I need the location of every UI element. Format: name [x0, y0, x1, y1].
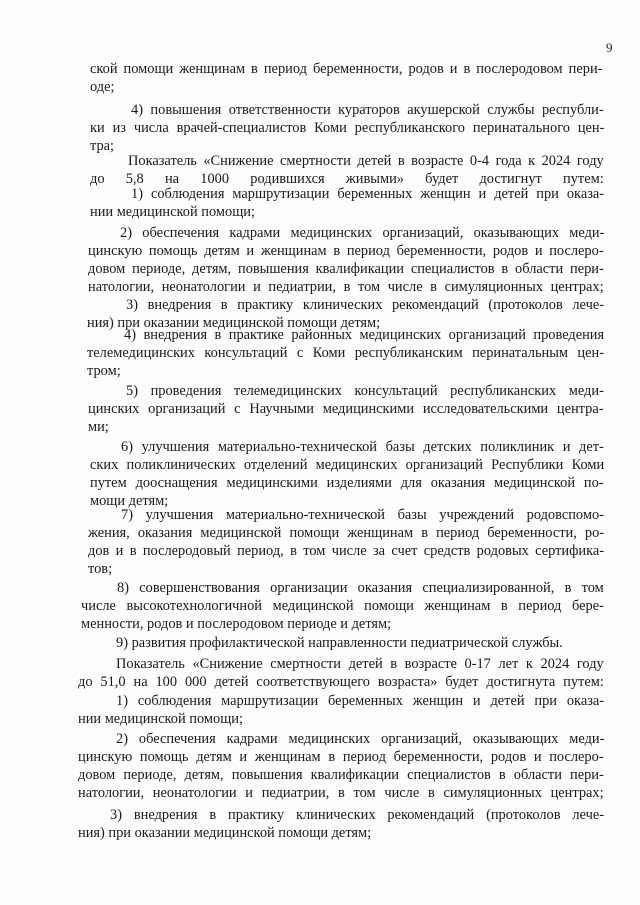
text-line: 6) улучшения материально-технической базы детских поликлиник и дет-	[121, 439, 604, 455]
text-line: 3) внедрения в практику клинических рекомендаций (протоколов лече-	[126, 297, 605, 313]
text-line: довом периоде, детям, повышения квалификации специалистов в области пери-	[78, 767, 604, 783]
text-line: тром;	[87, 363, 121, 379]
text-line: путем дооснащения медицинскими изделиями для оказания медицинской по-	[90, 475, 604, 491]
text-line: тра;	[90, 138, 115, 154]
text-line: 3) внедрения в практику клинических рекомендаций (протоколов лече-	[110, 807, 605, 823]
text-line: ми;	[88, 419, 109, 435]
text-line: цинскую помощь детям и женщинам в период беременности, родов и послеро-	[78, 749, 604, 765]
text-line: Показатель «Снижение смертности детей в возрасте 0-4 года к 2024 году	[128, 153, 604, 169]
text-line: ния) при оказании медицинской помощи детям;	[87, 315, 381, 331]
text-line: телемедицинских консультаций с Коми республиканским перинатальным цен-	[87, 345, 605, 361]
text-line: 8) совершенствования организации оказания специализированной, в том	[117, 580, 604, 596]
text-line: 4) внедрения в практике районных медицинских организаций проведения	[124, 327, 605, 343]
text-line: натологии, неонатологии и педиатрии, в том числе в симуляционных центрах;	[78, 785, 604, 801]
text-line: 1) соблюдения маршрутизации беременных женщин и детей при оказа-	[131, 186, 605, 202]
text-line: 4) повышения ответственности кураторов акушерской службы республи-	[131, 102, 604, 118]
text-line: нии медицинской помощи;	[78, 711, 243, 727]
text-line: до 51,0 на 100 000 детей соответствующего возраста» будет достигнута путем:	[78, 674, 604, 690]
text-line: 1) соблюдения маршрутизации беременных женщин и детей при оказа-	[116, 693, 605, 709]
text-line: ской помощи женщинам в период беременности, родов и в послеродовом пери-	[90, 61, 603, 77]
text-line: ских поликлинических отделений медицинских организаций Республики Коми	[90, 457, 605, 473]
text-line: 2) обеспечения кадрами медицинских организаций, оказывающих меди-	[116, 731, 605, 747]
text-line: натологии, неонатологии и педиатрии, в том числе в симуляционных центрах;	[88, 279, 604, 295]
text-line: Показатель «Снижение смертности детей в возрасте 0-17 лет к 2024 году	[116, 656, 604, 672]
text-line: тов;	[88, 561, 113, 577]
text-line: нии медицинской помощи;	[90, 204, 255, 220]
text-line: менности, родов и послеродовом периоде и детям;	[81, 616, 392, 632]
text-line: 7) улучшения материально-технической базы учреждений родовспомо-	[121, 507, 604, 523]
text-line: 5) проведения телемедицинских консультаций республиканских меди-	[126, 383, 604, 399]
text-line: довом периоде, детям, повышения квалификации специалистов в области пери-	[88, 261, 604, 277]
text-line: ния) при оказании медицинской помощи детям;	[78, 825, 372, 841]
text-line: дов и в послеродовый период, в том числе за счет средств родовых сертифика-	[88, 543, 605, 559]
text-line: 2) обеспечения кадрами медицинских организаций, оказывающих меди-	[120, 225, 605, 241]
text-line: 9) развития профилактической направленности педиатрической службы.	[116, 635, 563, 651]
text-line: цинских организаций с Научными медицинскими исследовательскими центра-	[88, 401, 604, 417]
text-line: ки из числа врачей-специалистов Коми республиканского перинатального цен-	[90, 120, 605, 136]
page-number: 9	[606, 40, 613, 55]
text-line: оде;	[90, 79, 115, 95]
text-line: жения, оказания медицинской помощи женщинам в период беременности, ро-	[88, 525, 605, 541]
text-line: цинскую помощь детям и женщинам в период беременности, родов и послеро-	[88, 243, 604, 259]
text-line: до 5,8 на 1000 родившихся живыми» будет достигнут путем:	[90, 171, 604, 187]
text-line: мощи детям;	[90, 493, 169, 509]
text-line: числе высокотехнологичной медицинской помощи женщинам в период бере-	[81, 598, 604, 614]
